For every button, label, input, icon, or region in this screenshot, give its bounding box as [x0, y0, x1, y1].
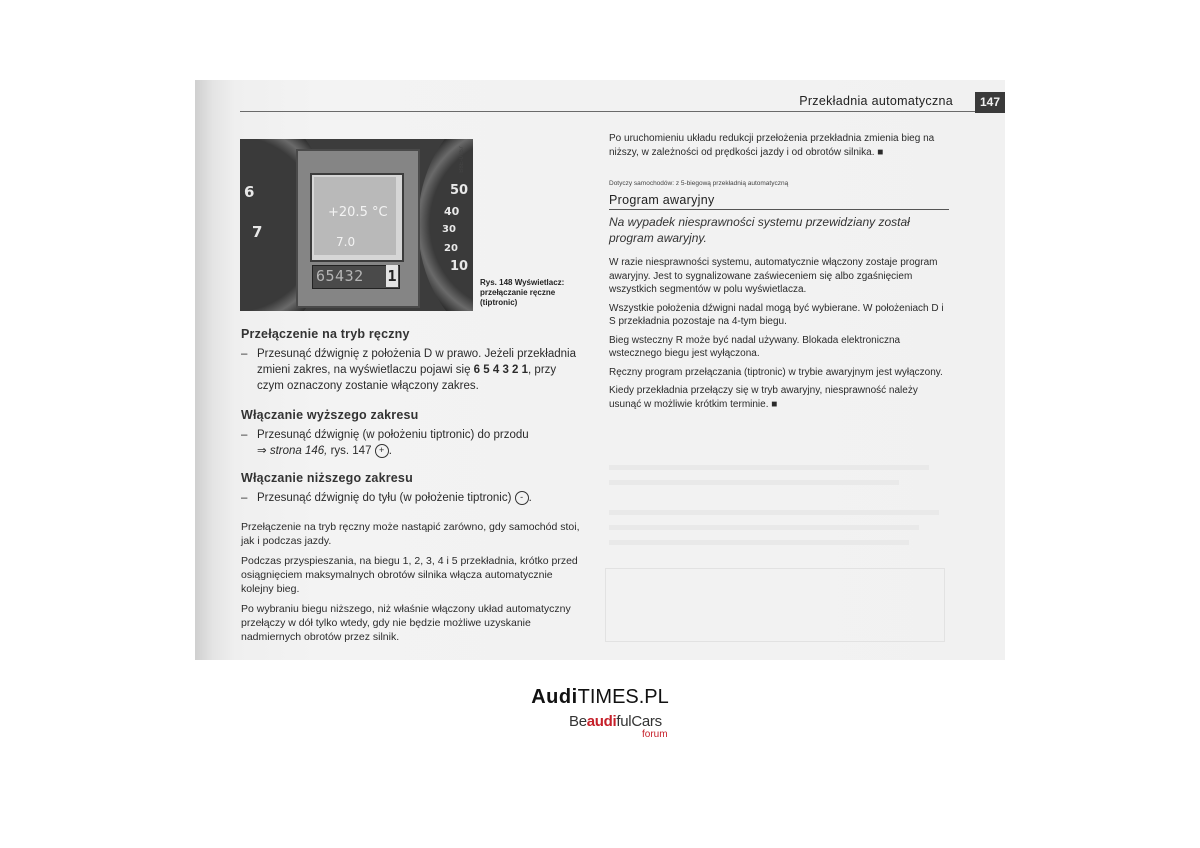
applicability-note: Dotyczy samochodów: z 5-biegową przekładnią automatyczną	[609, 180, 789, 187]
page-reference-link[interactable]: ⇒ strona 146,	[257, 445, 328, 457]
logo-text: TIMES.PL	[577, 686, 669, 708]
paragraph: Po uruchomieniu układu redukcji przełożenia przekładnia zmienia bieg na niższy, w zależności od prędkości jazdy i od obrotów silnika. ■	[609, 133, 935, 158]
selected-gear: 1	[387, 267, 397, 285]
gear-digits: 65432	[316, 267, 364, 285]
paragraph: Ręczny program przełączania (tiptronic) w trybie awaryjnym jest wyłączony.	[609, 366, 943, 378]
paragraph: Podczas przyspieszania, na biegu 1, 2, 3, 4 i 5 przekładnia, krótko przed osiągnięciem maksymalnych obrotów silnika włącza automatycznie kolejny bieg.	[241, 555, 578, 595]
paragraph: Bieg wsteczny R może być nadal używany. Blokada elektroniczna wstecznego biegu jest wyłączona.	[609, 334, 901, 359]
gauge-number: 50	[450, 183, 469, 198]
bleed-through-line	[609, 465, 929, 470]
header-rule	[240, 111, 987, 112]
paragraph: Po wybraniu biegu niższego, niż właśnie włączony układ automatyczny przełączy w dół tylko wtedy, gdy nie będzie możliwe uzyskanie nadmiernych obrotów przez silnik.	[241, 603, 571, 643]
bleed-through-box	[605, 568, 945, 642]
figure-code: B8E-0767	[459, 146, 465, 173]
gauge-number: 10	[450, 259, 469, 274]
logo-text-accent: audi	[586, 713, 617, 730]
logo-text: Be	[569, 713, 587, 730]
figure-caption: Rys. 148 Wyświetlacz: przełączanie ręczne (tiptronic)	[480, 278, 565, 307]
gauge-number: 7	[252, 223, 263, 241]
page-number: 147	[975, 92, 1005, 113]
instruction-downshift: – Przesunąć dźwignię do tyłu (w położenie tiptronic) - .	[241, 490, 583, 506]
gauge-number: 20	[444, 243, 458, 254]
section-title-downshift: Włączanie niższego zakresu	[241, 471, 413, 485]
plus-icon: +	[375, 444, 389, 458]
instrument-cluster-figure	[240, 139, 473, 311]
beaudifulcars-logo	[569, 713, 662, 730]
instruction-text: , przy czym oznaczony zostanie włączony zakres.	[257, 364, 557, 392]
paragraph: Wszystkie położenia dźwigni nadal mogą być wybierane. W położeniach D i S przekładnia pozostaje na 4-tym biegu.	[609, 302, 944, 327]
page-header-title: Przekładnia automatyczna	[799, 94, 953, 108]
gauge-number: 30	[442, 224, 456, 235]
instruction-upshift: – Przesunąć dźwignię (w położeniu tiptronic) do przodu ⇒ strona 146, rys. 147 + .	[241, 427, 583, 459]
lcd-temperature: +20.5 °C	[328, 205, 388, 220]
gear-numbers-bold: 5 4 3 2 1	[483, 364, 529, 376]
instruction-text: Przesunąć dźwignię (w położeniu tiptronic) do przodu	[257, 429, 529, 441]
paragraph: Kiedy przekładnia przełączy się w tryb awaryjny, niesprawność należy usunąć w możliwie krótkim terminie. ■	[609, 385, 918, 410]
section-title-upshift: Włączanie wyższego zakresu	[241, 408, 419, 422]
right-column	[609, 132, 949, 411]
section-lead: Na wypadek niesprawności systemu przewidziany został program awaryjny.	[609, 215, 910, 245]
bleed-through-line	[609, 480, 899, 485]
section-rule	[609, 209, 949, 210]
paragraph: Przełączenie na tryb ręczny może nastąpić zarówno, gdy samochód stoi, jak i podczas jazdy.	[241, 521, 580, 547]
lcd-consumption: 7.0	[336, 235, 356, 249]
instruction-manual-mode	[241, 346, 583, 394]
gear-number-bold: 6	[473, 364, 481, 376]
instruction-text: Przesunąć dźwignię z położenia D w prawo. Jeżeli przekładnia zmieni zakres, na wyświetlaczu pojawi się	[257, 348, 576, 376]
logo-text-bold: Audi	[531, 686, 578, 708]
bleed-through-line	[609, 525, 919, 530]
minus-icon: -	[515, 491, 529, 505]
gauge-number: 40	[444, 205, 460, 218]
gauge-number: 6	[244, 183, 255, 201]
figure-reference: rys. 147	[327, 445, 375, 457]
section-title-manual-mode: Przełączenie na tryb ręczny	[241, 327, 410, 341]
section-title-emergency-program: Program awaryjny	[609, 192, 715, 207]
bleed-through-line	[609, 510, 939, 515]
left-column	[241, 327, 583, 644]
scanned-manual-page	[195, 80, 1005, 660]
forum-logo-text: forum	[642, 729, 668, 740]
logo-text: fulCars	[616, 713, 662, 730]
bleed-through-line	[609, 540, 909, 545]
instruction-text: Przesunąć dźwignię do tyłu (w położenie tiptronic)	[257, 492, 515, 504]
paragraph: W razie niesprawności systemu, automatycznie włączony zostaje program awaryjny. Jest to sygnalizowane zaświeceniem się albo zgaśnięciem wszystkich segmentów w polu wyświetlacza.	[609, 257, 938, 295]
audi-times-logo	[0, 686, 1200, 709]
